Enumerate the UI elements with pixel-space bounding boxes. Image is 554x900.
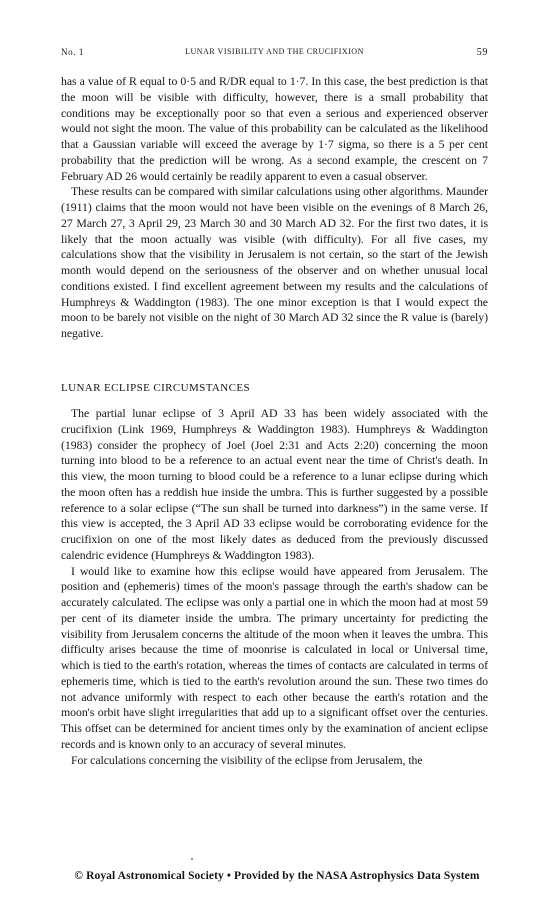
section-heading: LUNAR ECLIPSE CIRCUMSTANCES — [61, 382, 250, 394]
paragraph: For calculations concerning the visibility of the eclipse from Jerusalem, the — [71, 752, 423, 767]
running-title: LUNAR VISIBILITY AND THE CRUCIFIXION — [185, 47, 364, 56]
paragraph: The partial lunar eclipse of 3 April AD 33 has been widely associated with the crucifixion (Link 1969, Humphreys & Waddington 1983). Humphreys & Waddington (1983) consider the prophecy of Joel (Joel 2:31 and Acts 2:20) concerning the moon turning into blood to be a reference to an actual event near the time of Christ's death. In this view, the moon turning to blood could be a reference to a lunar eclipse during which the moon often has a reddish hue inside the umbra. This is further suggested by a possible reference to a solar eclipse (“The sun shall be turned into darkness”) in the same verse. If this view is accepted, the 3 April AD 33 eclipse would be corroborating evidence for the crucifixion on one of the most likely dates as deduced from the previously discussed calendric evidence (Humphreys & Waddington 1983). — [61, 406, 488, 562]
running-header — [61, 47, 488, 61]
scan-speck — [191, 858, 193, 860]
paragraph: These results can be compared with similar calculations using other algorithms. Maunder (1911) claims that the moon would not have been visible on the evenings of 8 March 26, 27 March 27, 3 April 29, 23 March 30 and 30 March AD 32. For the first two dates, it is likely that the moon actually was visible (with difficulty). For all five cases, my calculations show that the visibility in Jerusalem is not certain, so the start of the Jewish month would depend on the seriousness of the observer and on whether unusual local conditions existed. I find excellent agreement between my results and the calculations of Humphreys & Waddington (1983). The one minor exception is that I would expect the moon to be barely not visible on the night of 30 March AD 32 since the R value is (barely) negative. — [61, 184, 488, 340]
paragraph: has a value of R equal to 0·5 and R/DR equal to 1·7. In this case, the best prediction is that the moon will be visible with difficulty, however, there is a small probability that conditions may be exceptionally poor so that even a serious and experienced observer would not sight the moon. The value of this probability can be calculated as the likelihood that a Gaussian variable will exceed the average by 1·7 sigma, so there is a 5 per cent probability that the prediction will be wrong. As a second example, the crescent on 7 February AD 26 would certainly be readily apparent to even a casual observer. — [61, 74, 488, 183]
paragraph: I would like to examine how this eclipse would have appeared from Jerusalem. The position and (ephemeris) times of the moon's passage through the earth's shadow can be accurately calculated. The eclipse was only a partial one in which the moon had at most 59 per cent of its diameter inside the umbra. The primary uncertainty for predicting the visibility from Jerusalem concerns the altitude of the moon when it leaves the umbra. This difficulty arises because the time of moonrise is calculated in local or Universal time, which is tied to the earth's rotation, whereas the times of contacts are calculated in terms of ephemeris time, which is tied to the earth's revolution around the sun. These two times do not advance uniformly with respect to each other because the earth's rotation and the moon's orbit have slight irregularities that add up to a significant offset over the centuries. This offset can be determined for ancient times only by the examination of ancient eclipse records and is known only to an accuracy of several minutes. — [61, 563, 488, 751]
body-section-1 — [61, 74, 488, 342]
copyright-footer: © Royal Astronomical Society • Provided by the NASA Astrophysics Data System — [74, 870, 480, 882]
page-number: 59 — [476, 47, 488, 58]
body-section-2 — [61, 406, 488, 768]
issue-number: No. 1 — [61, 47, 84, 57]
